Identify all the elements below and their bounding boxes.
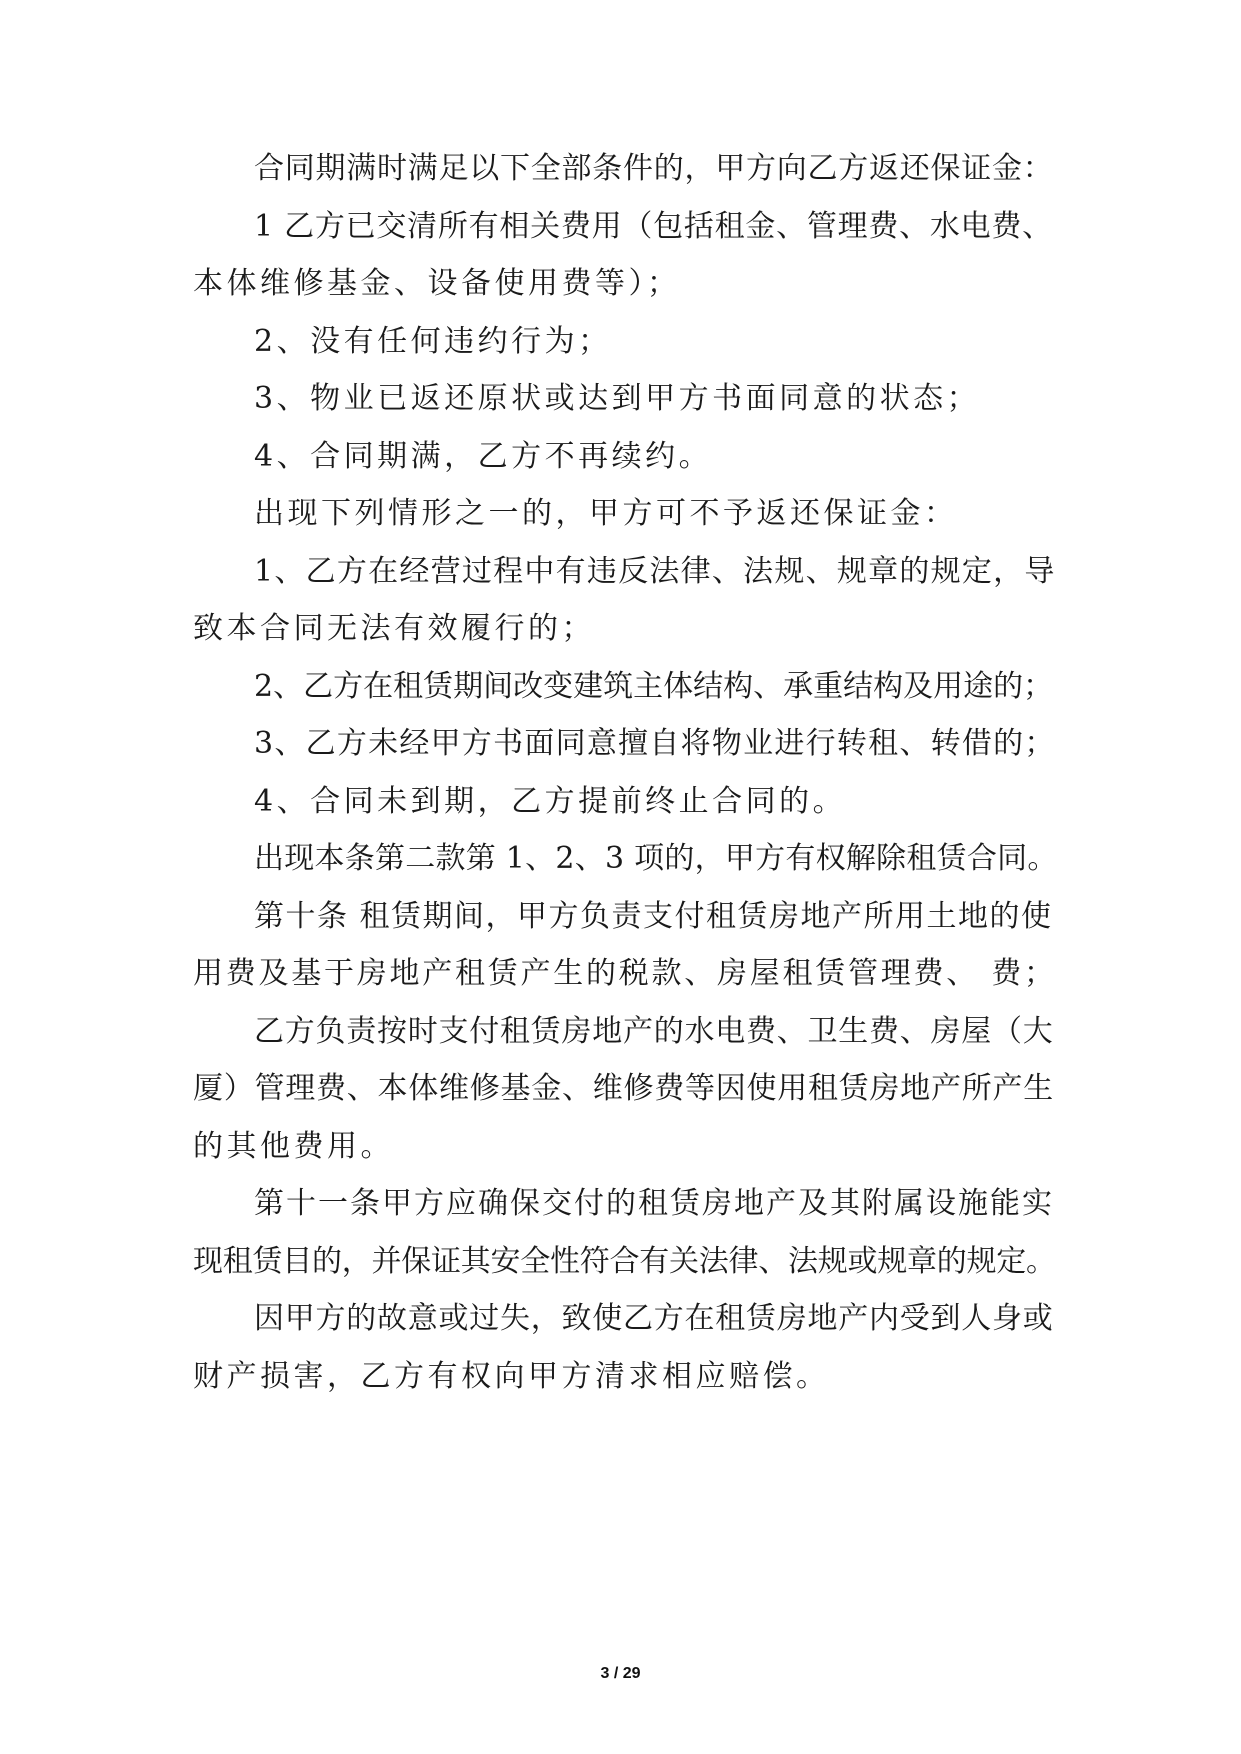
paragraph-line: 4、合同期满，乙方不再续约。 — [254, 439, 713, 474]
paragraph-line: 出现下列情形之一的，甲方可不予返还保证金： — [254, 496, 958, 531]
paragraph-line: 4、合同未到期，乙方提前终止合同的。 — [254, 784, 847, 819]
paragraph-line: 2、没有任何违约行为； — [254, 324, 612, 359]
paragraph-line: 第十条 租赁期间，甲方负责支付租赁房地产所用土地的使 — [254, 899, 1053, 934]
paragraph-line: 第十一条甲方应确保交付的租赁房地产及其附属设施能实 — [254, 1186, 1054, 1221]
paragraph-line: 2、乙方在租赁期间改变建筑主体结构、承重结构及用途的； — [254, 669, 1054, 704]
paragraph-line: 致本合同无法有效履行的； — [193, 611, 595, 646]
paragraph-line: 乙方负责按时支付租赁房地产的水电费、卫生费、房屋（大 — [254, 1014, 1054, 1049]
paragraph-line: 现租赁目的，并保证其安全性符合有关法律、法规或规章的规定。 — [193, 1244, 1056, 1279]
paragraph-line: 财产损害，乙方有权向甲方清求相应赔偿。 — [193, 1359, 830, 1394]
paragraph-line: 1 乙方已交清所有相关费用（包括租金、管理费、水电费、 — [254, 209, 1053, 244]
paragraph-line: 3、乙方未经甲方书面同意擅自将物业进行转租、转借的； — [254, 726, 1056, 761]
page-number: 3 / 29 — [600, 1665, 641, 1682]
paragraph-line: 因甲方的故意或过失，致使乙方在租赁房地产内受到人身或 — [254, 1301, 1054, 1336]
paragraph-line: 本体维修基金、设备使用费等）； — [193, 266, 681, 301]
paragraph-line: 的其他费用。 — [193, 1129, 394, 1164]
paragraph-line: 1、乙方在经营过程中有违反法律、法规、规章的规定，导 — [254, 554, 1056, 589]
paragraph-line: 用费及基于房地产租赁产生的税款、房屋租赁管理费、 费； — [193, 956, 1057, 991]
paragraph-line: 厦）管理费、本体维修基金、维修费等因使用租赁房地产所产生 — [193, 1071, 1054, 1106]
paragraph-line: 3、物业已返还原状或达到甲方书面同意的状态； — [254, 381, 981, 416]
paragraph-line: 出现本条第二款第 1、2、3 项的，甲方有权解除租赁合同。 — [254, 841, 1058, 876]
paragraph-line: 合同期满时满足以下全部条件的，甲方向乙方返还保证金： — [254, 151, 1054, 186]
